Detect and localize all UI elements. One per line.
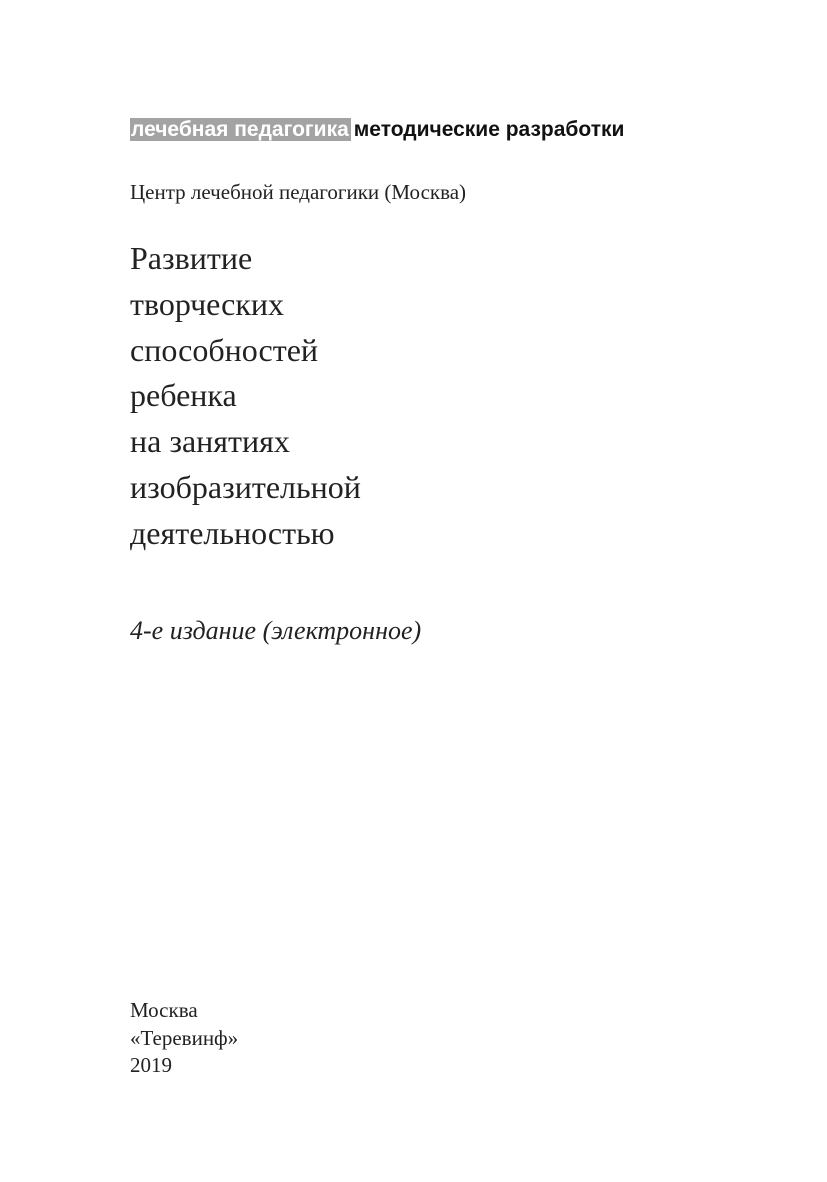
title-line: ребенка — [130, 377, 237, 414]
title-line: творческих — [130, 285, 285, 322]
imprint-publisher: «Теревинф» — [130, 1025, 239, 1050]
organization-name: Центр лечебной педагогики (Москва) — [130, 180, 467, 204]
title-line: Развитие — [130, 240, 253, 276]
title-line: изобразительной — [130, 468, 361, 505]
book-title — [130, 236, 361, 557]
series-heading — [130, 117, 624, 143]
edition-note: 4-е издание (электронное) — [130, 616, 422, 645]
title-line: деятельностью — [130, 514, 335, 551]
title-line: на занятиях — [130, 423, 290, 460]
title-line: способностей — [130, 331, 319, 368]
imprint-city: Москва — [130, 998, 198, 1022]
series-label: методические разработки — [353, 118, 625, 141]
imprint — [130, 997, 238, 1080]
imprint-year: 2019 — [130, 1053, 172, 1077]
series-highlighted-label: лечебная педагогика — [131, 118, 349, 141]
